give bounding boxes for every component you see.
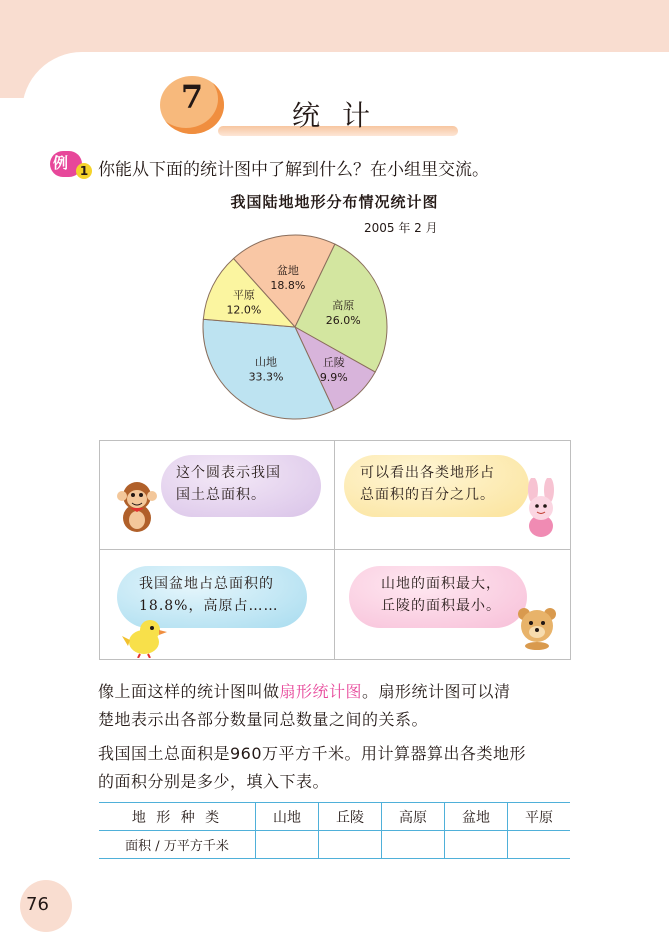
table-header-cell: 地 形 种 类 bbox=[99, 803, 256, 831]
chapter-title: 统计 bbox=[292, 99, 393, 132]
paragraph-1-line-1 bbox=[98, 678, 511, 706]
rabbit-icon bbox=[519, 478, 563, 538]
pie-label-0: 盆地 bbox=[276, 263, 299, 277]
chart-title: 我国陆地地形分布情况统计图 bbox=[230, 193, 439, 211]
paragraph-2-line-1: 我国国土总面积是960万平方千米。用计算器算出各类地形 bbox=[98, 744, 527, 763]
pie-chart bbox=[200, 230, 390, 425]
table-row bbox=[99, 831, 570, 859]
pie-value-2: 9.9% bbox=[319, 370, 348, 384]
bubble-2-line-1: 可以看出各类地形占 bbox=[360, 465, 495, 481]
table-header-cell: 丘陵 bbox=[319, 803, 382, 831]
bubble-3-line-2: 18.8%，高原占…… bbox=[139, 598, 279, 614]
table-header-cell: 高原 bbox=[382, 803, 445, 831]
example-number: 1 bbox=[79, 164, 89, 178]
table-input-cell[interactable] bbox=[256, 831, 319, 859]
bird-icon bbox=[120, 614, 170, 658]
example-question: 你能从下面的统计图中了解到什么？在小组里交流。 bbox=[98, 160, 489, 180]
bubble-1-line-1: 这个圆表示我国 bbox=[176, 465, 281, 481]
pie-value-1: 26.0% bbox=[325, 313, 361, 327]
area-table bbox=[99, 802, 570, 859]
bubble-1-line-2: 国土总面积。 bbox=[176, 487, 266, 503]
chart-date: 2005 年 2 月 bbox=[364, 221, 438, 235]
bubble-2-line-2: 总面积的百分之几。 bbox=[360, 487, 495, 503]
pie-value-3: 33.3% bbox=[248, 370, 284, 384]
pie-label-3: 山地 bbox=[255, 355, 278, 369]
term-sector-chart: 扇形统计图 bbox=[279, 682, 363, 701]
table-header-cell: 平原 bbox=[508, 803, 571, 831]
table-input-cell[interactable] bbox=[508, 831, 571, 859]
pie-value-0: 18.8% bbox=[270, 278, 306, 292]
page-number: 76 bbox=[26, 894, 49, 915]
bubble-3-line-1: 我国盆地占总面积的 bbox=[139, 576, 274, 592]
table-header-cell: 盆地 bbox=[445, 803, 508, 831]
bear-icon bbox=[514, 604, 560, 650]
pie-label-2: 丘陵 bbox=[322, 355, 345, 369]
example-badge-label: 例 bbox=[53, 154, 69, 172]
pie-value-4: 12.0% bbox=[226, 303, 262, 317]
monkey-icon bbox=[112, 478, 162, 534]
bubble-4-line-1: 山地的面积最大， bbox=[381, 576, 501, 592]
table-row-label: 面积 / 万平方千米 bbox=[99, 831, 256, 859]
pie-label-4: 平原 bbox=[232, 288, 255, 302]
bubble-4-line-2: 丘陵的面积最小。 bbox=[381, 598, 501, 614]
table-input-cell[interactable] bbox=[319, 831, 382, 859]
paragraph-1-post: 。扇形统计图可以清 bbox=[362, 682, 511, 701]
table-header-row bbox=[99, 803, 570, 831]
table-input-cell[interactable] bbox=[445, 831, 508, 859]
table-input-cell[interactable] bbox=[382, 831, 445, 859]
chapter-number: 7 bbox=[180, 78, 204, 116]
paragraph-1-pre: 像上面这样的统计图叫做 bbox=[98, 682, 280, 701]
pie-label-1: 高原 bbox=[332, 298, 355, 312]
table-header-cell: 山地 bbox=[256, 803, 319, 831]
paragraph-1-line-2: 楚地表示出各部分数量同总数量之间的关系。 bbox=[98, 710, 429, 729]
paragraph-2-line-2: 的面积分别是多少，填入下表。 bbox=[98, 772, 330, 791]
grid-horizontal-divider bbox=[99, 549, 570, 550]
